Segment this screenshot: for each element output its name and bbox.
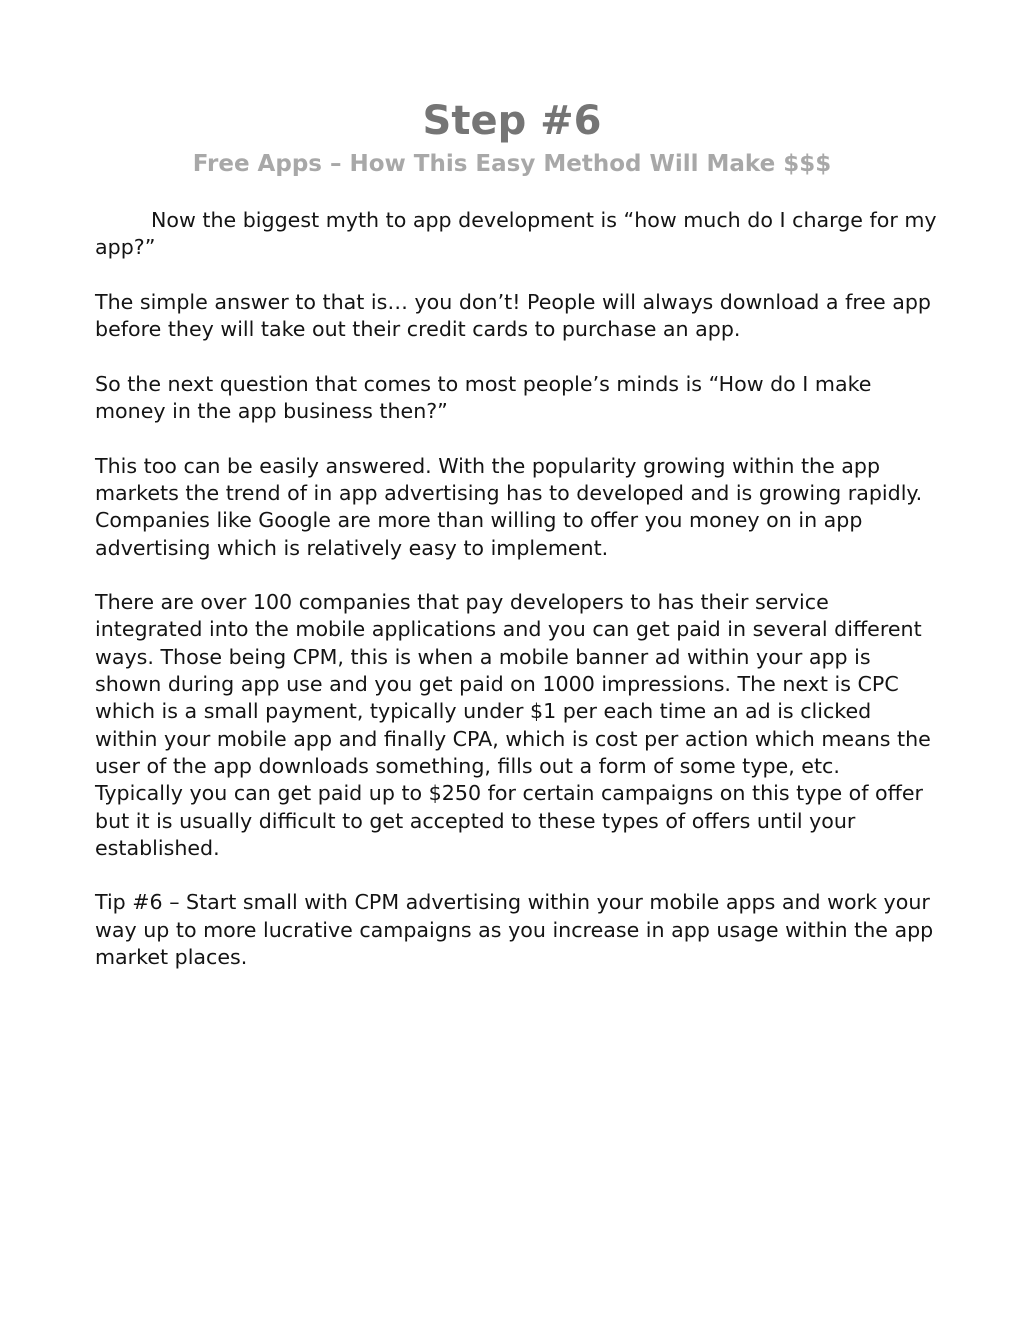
paragraph-advertising: This too can be easily answered. With the popularity growing within the app markets the trend of in app advertising has to developed and is growing rapidly. Companies like Google are more than willing to offer you money on in app advertising which is relatively easy to implement. [95, 453, 923, 560]
page-title: Step #6 [422, 98, 602, 144]
paragraph-answer: The simple answer to that is… you don’t! People will always download a free app before they will take out their credit cards to purchase an app. [95, 289, 931, 342]
page-subtitle: Free Apps – How This Easy Method Will Make $$$ [192, 151, 832, 177]
paragraph-tip: Tip #6 – Start small with CPM advertising within your mobile apps and work your way up to more lucrative campaigns as you increase in app usage within the app market places. [95, 890, 934, 970]
paragraph-question: So the next question that comes to most people’s minds is “How do I make money in the app business then?” [95, 371, 872, 424]
paragraph-intro: Now the biggest myth to app development is “how much do I charge for my app?” [95, 208, 937, 260]
paragraph-payment-models: There are over 100 companies that pay developers to has their service integrated into the mobile applications and you can get paid in several different ways. Those being CPM, this is when a mobile banner ad within your app is shown during app use and you get paid on 1000 impressions. The next is CPC which is a small payment, typically under $1 per each time an ad is clicked within your mobile app and finally CPA, which is cost per action which means the user of the app downloads something, fills out a form of some type, etc. [95, 590, 931, 778]
document-body [95, 207, 940, 999]
paragraph-campaigns: Typically you can get paid up to $250 for certain campaigns on this type of offer but it is usually difficult to get accepted to these types of offers until your established. [95, 781, 923, 860]
